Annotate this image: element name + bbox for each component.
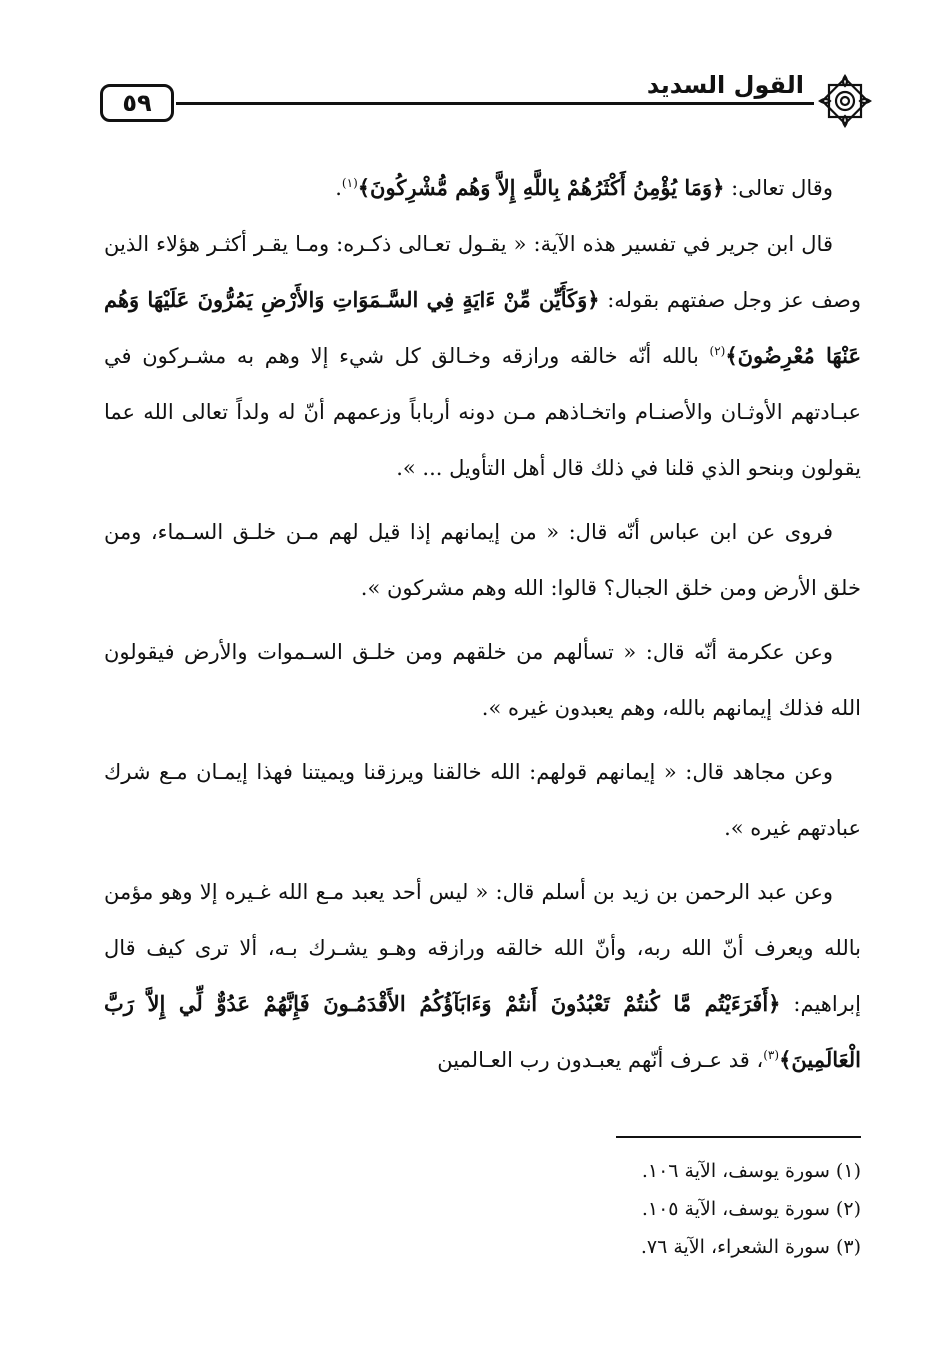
paragraph: فروى عن ابن عباس أنّه قال: « من إيمانهم إذا قيل لهم مـن خلـق السـماء، ومن خلق الأرض ومن خلق الجبال؟ قالوا: الله وهم مشركون ». (104, 520, 861, 600)
paragraph (104, 160, 861, 216)
footnote: (٢) سورة يوسف، الآية ١٠٥. (641, 1198, 861, 1220)
quran-verse: ﴿وَكَأَيِّن مِّنْ ءَايَةٍ فِي السَّـمَوَاتِ وَالأَرْضِ يَمُرُّونَ عَلَيْهَا وَهُم عَنْهَا مُعْرِضُونَ﴾ (104, 287, 861, 368)
text-run: ، قد عـرف أنّهم يعبـدون رب العـالمين (437, 1048, 764, 1072)
header-rule (176, 102, 814, 105)
paragraph (104, 216, 861, 496)
footnote-separator (616, 1136, 861, 1138)
footnotes (104, 1152, 861, 1266)
text-run: . (335, 176, 342, 200)
paragraph: وعن مجاهد قال: « إيمانهم قولهم: الله خالقنا ويرزقنا ويميتنا فهذا إيمـان مـع شرك عبادتهم غيره ». (104, 760, 861, 840)
text-run: بالله أنّه خالقه ورازقه وخـالق كل شيء إلا وهم به مشـركون في عبـادتهم الأوثـان والأصنـام واتخـاذهم مـن دونه أرباباً وزعمهم أنّ له ولداً تعالى الله عما يقولون وبنحو الذي قلنا في ذلك قال أهل التأويل ... ». (104, 344, 861, 480)
main-text (104, 160, 861, 1088)
footnote-ref: (٣) (763, 1048, 780, 1062)
page-number: ٥٩ (100, 84, 174, 122)
running-title: القول السديد (641, 68, 810, 102)
text-run: وقال تعالى: (724, 176, 833, 200)
footnote: (١) سورة يوسف، الآية ١٠٦. (641, 1160, 861, 1182)
footnote-ref: (٢) (709, 344, 726, 358)
paragraph: وعن عكرمة أنّه قال: « تسألهم من خلقهم ومن خلـق السـموات والأرض فيقولون الله فذلك إيمانهم بالله، وهم يعبدون غيره ». (104, 640, 861, 720)
floral-ornament-icon (816, 72, 874, 130)
footnote-ref: (١) (341, 176, 358, 190)
quran-verse: ﴿أَفَرَءَيْتُم مَّا كُنتُمْ تَعْبُدُونَ أَنتُمْ وَءَابَآؤُكُمُ الأَقْدَمُـونَ فَإِنَّهُمْ عَدُوٌّ لِّي إِلاَّ رَبَّ الْعَالَمِينَ﴾ (104, 991, 861, 1072)
text-run: وعن عبد الرحمن بن زيد بن أسلم قال: « ليس أحد يعبد مـع الله غـيره إلا وهو مؤمن بالله ويعرف أنّ الله ربه، وأنّ الله خالقه ورازقه وهـو يشـرك بـه، ألا ترى كيف قال إبراهيم: (104, 880, 861, 1016)
text-run: قال ابن جرير في تفسير هذه الآية: « يقـول تعـالى ذكـره: ومـا يقـر أكثـر هؤلاء الذين وصف عز وجل صفتهم بقوله: (104, 232, 862, 312)
footnote: (٣) سورة الشعراء، الآية ٧٦. (640, 1236, 861, 1258)
quran-verse: ﴿وَمَا يُؤْمِنُ أَكْثَرُهُمْ بِاللَّهِ إِلاَّ وَهُم مُّشْرِكُونَ﴾ (357, 175, 725, 200)
paragraph (104, 864, 861, 1088)
page-header (96, 68, 876, 138)
